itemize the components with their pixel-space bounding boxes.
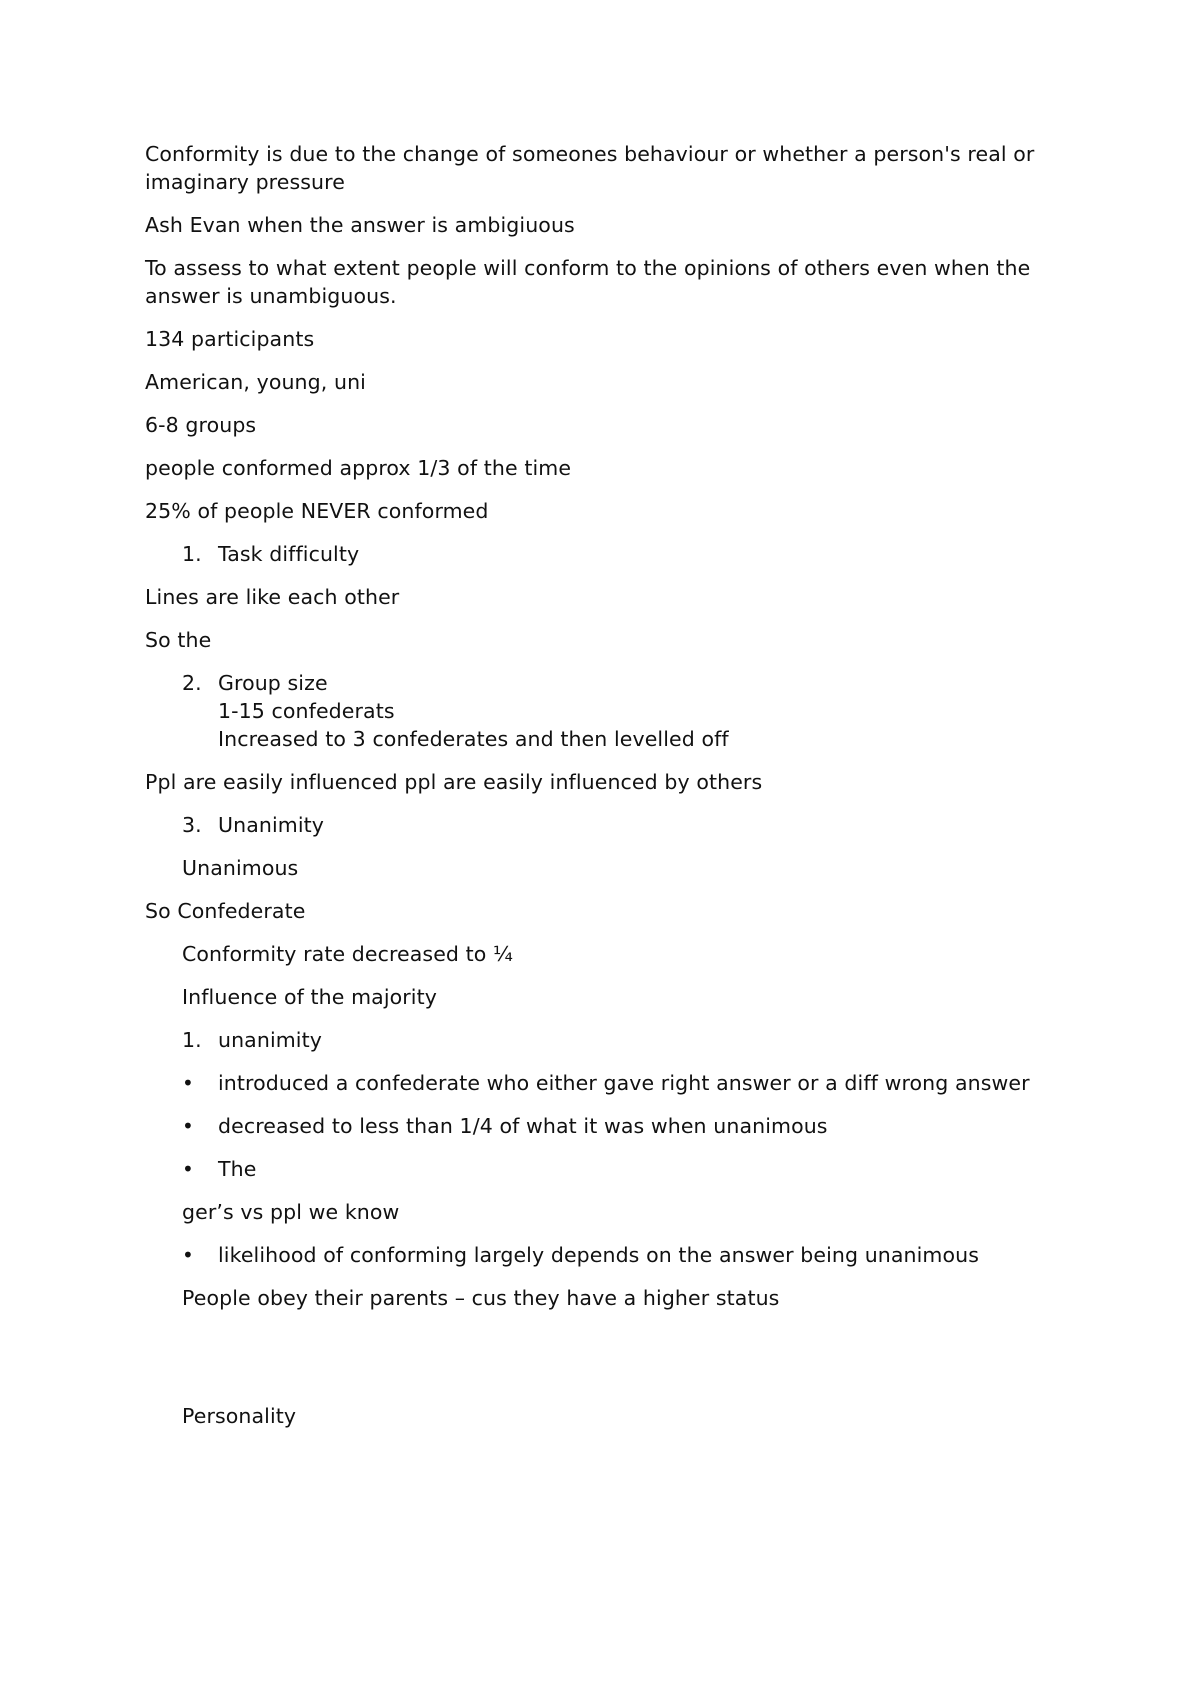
paragraph-never: 25% of people NEVER conformed [145,499,489,523]
paragraph-definition: Conformity is due to the change of someones behaviour or whether a person's real or imaginary pressure [145,142,1035,194]
list-item-task-difficulty [145,540,1065,568]
paragraph-so-confederate: So Confederate [145,899,306,923]
list-item-text: Unanimity [218,813,324,837]
list-item-subline: 1-15 confederats [218,699,395,723]
paragraph-conformed: people conformed approx 1/3 of the time [145,456,572,480]
bullet-text: likelihood of conforming largely depends on the answer being unanimous [218,1243,980,1267]
list-number: 3. [182,813,202,837]
bullet-item-confederate [145,1069,1065,1097]
list-item-unanimity-2 [145,1026,1065,1054]
bullet-icon: • [182,1243,194,1267]
paragraph-unanimous: Unanimous [182,856,299,880]
paragraph-sample: American, young, uni [145,370,366,394]
paragraph-rate-decreased: Conformity rate decreased to ¼ [182,942,514,966]
paragraph-aim: To assess to what extent people will conform to the opinions of others even when the answer is unambiguous. [145,256,1031,308]
paragraph-parents: People obey their parents – cus they have a higher status [182,1286,780,1310]
bullet-text: The [218,1157,257,1181]
paragraph-groups: 6-8 groups [145,413,257,437]
list-item-text: Task difficulty [218,542,360,566]
paragraph-ash: Ash Evan when the answer is ambigiuous [145,213,575,237]
blank-space [145,1327,1065,1402]
paragraph-so-the: So the [145,628,212,652]
paragraph-personality: Personality [182,1404,297,1428]
bullet-icon: • [182,1157,194,1181]
bullet-item-likelihood [145,1241,1065,1269]
paragraph-majority: Influence of the majority [182,985,437,1009]
bullet-text: introduced a confederate who either gave right answer or a diff wrong answer [218,1071,1030,1095]
paragraph-influenced: Ppl are easily influenced ppl are easily influenced by others [145,770,763,794]
bullet-icon: • [182,1114,194,1138]
list-item-group-size [145,669,1065,753]
bullet-item-decreased [145,1112,1065,1140]
paragraph-participants: 134 participants [145,327,315,351]
bullet-icon: • [182,1071,194,1095]
list-item-unanimity [145,811,1065,839]
paragraph-strangers: ger’s vs ppl we know [182,1200,400,1224]
list-item-text: Group size [218,671,328,695]
document-page [145,140,1065,1445]
paragraph-lines: Lines are like each other [145,585,400,609]
bullet-text: decreased to less than 1/4 of what it was when unanimous [218,1114,828,1138]
list-item-subline: Increased to 3 confederates and then levelled off [218,727,729,751]
list-number: 2. [182,671,202,695]
bullet-item-the [145,1155,1065,1183]
list-number: 1. [182,542,202,566]
list-item-text: unanimity [218,1028,322,1052]
list-number: 1. [182,1028,202,1052]
